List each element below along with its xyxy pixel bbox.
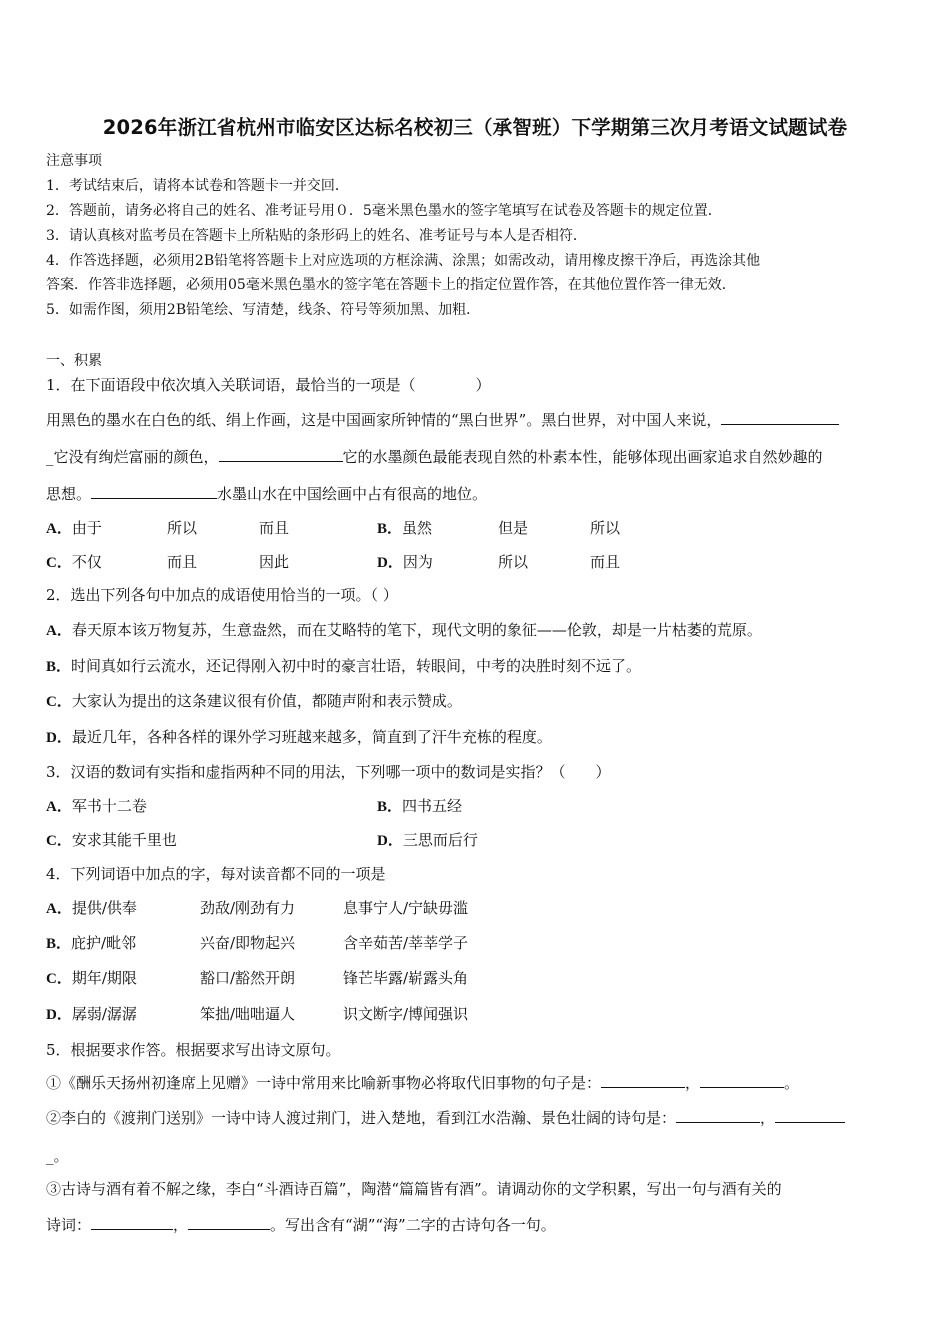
answer-blank[interactable] [219,447,343,462]
q1-option-d[interactable]: D．因为 [377,553,433,571]
answer-blank[interactable] [601,1073,685,1088]
option-word: 所以 [498,553,529,571]
notice-item: 4．作答选择题，必须用2B铅笔将答题卡上对应选项的方框涂满、涂黑；如需改动，请用橡皮擦干净后，再选涂其他 [46,253,761,269]
q1-passage-line [46,447,823,467]
q2-stem: 2．选出下列各句中加点的成语使用恰当的一项。（ ） [46,586,398,604]
q2-option-b[interactable]: B．时间真如行云流水，还记得刚入初中时的豪言壮语，转眼间，中考的决胜时刻不远了。 [46,657,642,675]
option-word: 识文断字/博闻强识 [343,1005,469,1023]
q1-passage-line [46,484,487,504]
option-word: 息事宁人/宁缺毋滥 [343,899,469,917]
q1-option-c[interactable]: C．不仅 [46,553,102,571]
answer-blank[interactable] [91,1215,173,1230]
q3-option-b[interactable]: B．四书五经 [377,797,463,815]
option-word: 所以 [167,519,198,537]
q4-option-b[interactable]: B．庇护/毗邻 [46,934,137,952]
q1-passage-text: 水墨山水在中国绘画中占有很高的地位。 [217,485,488,503]
notice-item: 2．答题前，请务必将自己的姓名、准考证号用０．5毫米黑色墨水的签字笔填写在试卷及答题卡的规定位置． [46,203,722,219]
q5-item-3: ③古诗与酒有着不解之缘，李白“斗酒诗百篇”，陶潜“篇篇皆有酒”。请调动你的文学积累，写出一句与酒有关的 [46,1180,782,1198]
option-word: 锋芒毕露/崭露头角 [343,969,469,987]
q3-option-a[interactable]: A．军书十二卷 [46,797,147,815]
notice-heading: 注意事项 [46,153,102,169]
notice-item: 5．如需作图，须用2B铅笔绘、写清楚，线条、符号等须加黑、加粗． [46,302,481,318]
q3-option-c[interactable]: C．安求其能千里也 [46,831,177,849]
q2-option-d[interactable]: D．最近几年，各种各样的课外学习班越来越多，简直到了汗牛充栋的程度。 [46,728,552,746]
q3-stem: 3．汉语的数词有实指和虚指两种不同的用法，下列哪一项中的数词是实指？（ ） [46,763,611,781]
option-word: 含辛茹苦/莘莘学子 [343,934,469,952]
q5-item-1: ①《酬乐天扬州初逢席上见赠》一诗中常用来比喻新事物必将取代旧事物的句子是： ， 。 [46,1074,800,1092]
option-word: 而且 [259,519,290,537]
q1-passage-text: 用黑色的墨水在白色的纸、绢上作画，这是中国画家所钟情的“黑白世界”。黑白世界，对中国人来说， [46,411,722,429]
option-word: 笨拙/咄咄逼人 [200,1005,296,1023]
notice-item: 3．请认真核对监考员在答题卡上所粘贴的条形码上的姓名、准考证号与本人是否相符． [46,228,587,244]
q1-passage-text: _它没有绚烂富丽的颜色， [46,448,219,466]
q2-option-c[interactable]: C．大家认为提出的这条建议很有价值，都随声附和表示赞成。 [46,692,462,710]
q1-stem: 1．在下面语段中依次填入关联词语，最恰当的一项是（ ） [46,376,491,394]
option-word: 劲敌/刚劲有力 [200,899,296,917]
q1-option-b[interactable]: B．虽然 [377,519,433,537]
q5-item-2: ②李白的《渡荆门送别》一诗中诗人渡过荆门，进入楚地，看到江水浩瀚、景色壮阔的诗句是： ， [46,1108,845,1128]
option-word: 而且 [167,553,198,571]
q5-item-2-end: _。 [46,1147,69,1165]
q5-stem: 5．根据要求作答。根据要求写出诗文原句。 [46,1041,341,1059]
option-word: 所以 [590,519,621,537]
option-word: 而且 [590,553,621,571]
notice-item: 1．考试结束后，请将本试卷和答题卡一并交回． [46,178,349,194]
q1-passage-line [46,410,839,430]
answer-blank[interactable] [721,410,839,425]
q4-stem: 4．下列词语中加点的字，每对读音都不同的一项是 [46,865,386,883]
option-word: 兴奋/即物起兴 [200,934,296,952]
q2-option-a[interactable]: A．春天原本该万物复苏，生意盎然，而在艾略特的笔下，现代文明的象征——伦敦，却是一片枯萎的荒原。 [46,621,762,639]
answer-blank[interactable] [91,484,217,499]
option-word: 豁口/豁然开朗 [200,969,296,987]
q1-option-a[interactable]: A．由于 [46,519,102,537]
option-word: 但是 [498,519,529,537]
q4-option-a[interactable]: A．提供/供奉 [46,899,137,917]
page-title: 2026年浙江省杭州市临安区达标名校初三（承智班）下学期第三次月考语文试题试卷 [102,116,848,139]
q4-option-c[interactable]: C．期年/期限 [46,969,137,987]
answer-blank[interactable] [188,1215,270,1230]
q1-passage-text: 它的水墨颜色最能表现自然的朴素本性，能够体现出画家追求自然妙趣的 [342,448,823,466]
q3-option-d[interactable]: D．三思而后行 [377,831,478,849]
q4-option-d[interactable]: D．孱弱/潺潺 [46,1005,137,1023]
notice-item: 答案．作答非选择题，必须用05毫米黑色墨水的签字笔在答题卡上的指定位置作答，在其他位置作答一律无效． [46,277,736,293]
q5-item-3-cont: 诗词： ， 。写出含有“湖”“海”二字的古诗句各一句。 [46,1216,556,1234]
answer-blank[interactable] [775,1108,845,1123]
answer-blank[interactable] [700,1073,784,1088]
answer-blank[interactable] [676,1108,760,1123]
option-word: 因此 [259,553,290,571]
q1-passage-text: 思想。 [46,485,92,503]
section-heading: 一、积累 [46,353,102,369]
